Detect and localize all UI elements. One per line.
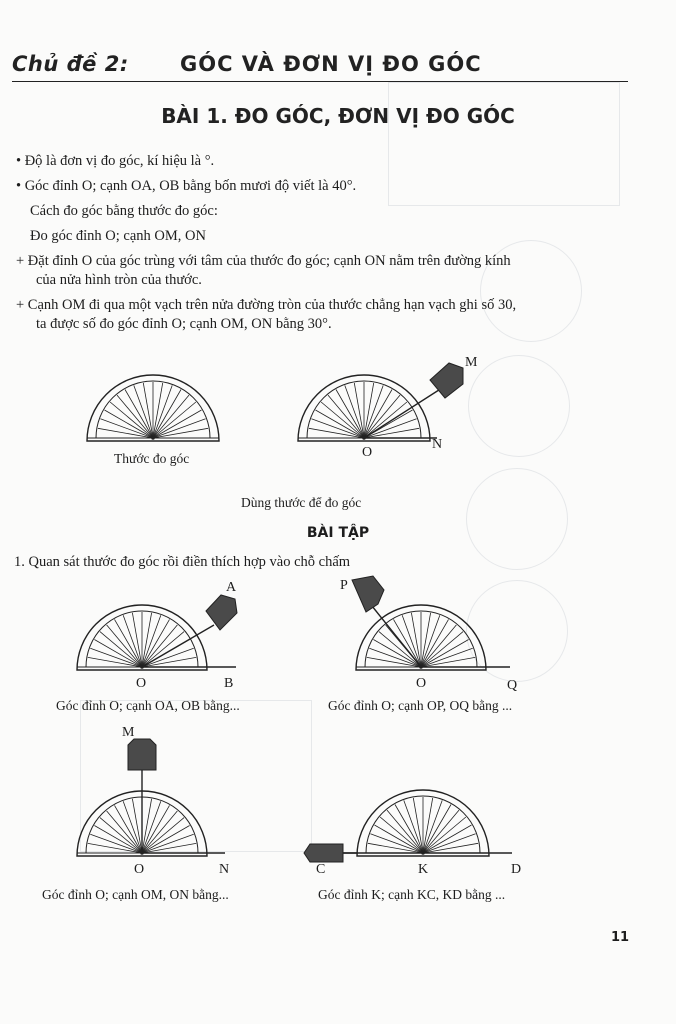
protractor-caption: Thước đo góc [114, 451, 190, 466]
theory-line: • Độ là đơn vị đo góc, kí hiệu là °. [16, 153, 215, 169]
point-label: D [511, 862, 522, 877]
point-label: K [418, 862, 429, 877]
theory-line: của nửa hình tròn của thước. [36, 272, 202, 288]
point-label: O [134, 862, 145, 877]
theory-line: Đo góc đỉnh O; cạnh OM, ON [30, 228, 206, 244]
lesson-title: BÀI 1. ĐO GÓC, ĐƠN VỊ ĐO GÓC [161, 104, 515, 128]
exercises-title: BÀI TẬP [306, 525, 370, 541]
point-label: N [219, 862, 230, 877]
point-label: O [362, 445, 373, 460]
point-label: Q [507, 678, 518, 693]
theory-line: + Cạnh OM đi qua một vạch trên nửa đường tròn của thước chẳng hạn vạch ghi số 30, [16, 297, 517, 313]
protractor-exercise-d [304, 790, 512, 862]
topic-title: GÓC VÀ ĐƠN VỊ ĐO GÓC [180, 52, 482, 76]
protractor-exercise-b [352, 576, 510, 670]
protractor-plain [87, 375, 219, 441]
theory-line: • Góc đỉnh O; cạnh OA, OB bằng bốn mươi độ viết là 40°. [16, 178, 357, 194]
point-label: B [224, 676, 234, 691]
exercise-caption: Góc đỉnh O; cạnh OM, ON bằng... [42, 887, 229, 902]
protractor-exercise-c [77, 739, 225, 856]
figure-caption: Dùng thước để đo góc [241, 495, 362, 510]
point-label: O [416, 676, 427, 691]
point-label: O [136, 676, 147, 691]
exercise-caption: Góc đỉnh K; cạnh KC, KD bằng ... [318, 887, 506, 902]
protractor-exercise-a [77, 595, 237, 670]
exercise-caption: Góc đỉnh O; cạnh OP, OQ bằng ... [328, 698, 513, 713]
theory-line: + Đặt đỉnh O của góc trùng với tâm của thước đo góc; cạnh ON nằm trên đường kính [16, 253, 511, 269]
point-label: C [316, 862, 326, 877]
point-label: P [340, 578, 348, 593]
point-label: M [122, 725, 135, 740]
point-label: A [226, 580, 237, 595]
protractor-with-angle [298, 363, 463, 441]
theory-line: Cách đo góc bằng thước đo góc: [30, 203, 218, 219]
theory-line: ta được số đo góc đỉnh O; cạnh OM, ON bằng 30°. [36, 316, 332, 332]
exercise-question: 1. Quan sát thước đo góc rồi điền thích hợp vào chỗ chấm [14, 554, 351, 570]
topic-label: Chủ đề 2: [12, 52, 129, 76]
exercise-caption: Góc đỉnh O; cạnh OA, OB bằng... [56, 698, 240, 713]
point-label: N [432, 437, 443, 452]
page-number: 11 [611, 930, 630, 945]
point-label: M [465, 355, 478, 370]
